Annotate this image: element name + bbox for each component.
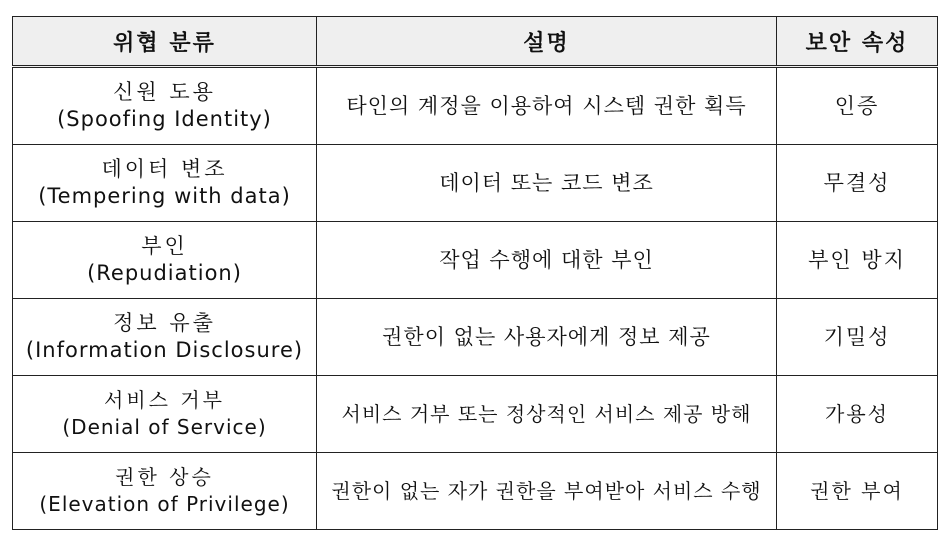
attribute-cell: 권한 부여 bbox=[777, 453, 938, 530]
attribute-cell: 무결성 bbox=[777, 145, 938, 222]
category-english: (Repudiation) bbox=[87, 261, 242, 285]
category-korean: 권한 상승 bbox=[115, 465, 214, 489]
category-english: (Denial of Service) bbox=[62, 415, 267, 439]
threat-classification-table bbox=[12, 16, 938, 530]
category-cell bbox=[13, 67, 317, 145]
table-header-row bbox=[13, 17, 938, 67]
description-cell: 데이터 또는 코드 변조 bbox=[317, 145, 777, 222]
header-description: 설명 bbox=[317, 17, 777, 67]
table-row bbox=[13, 67, 938, 145]
description-cell: 타인의 계정을 이용하여 시스템 권한 획득 bbox=[317, 67, 777, 145]
attribute-cell: 가용성 bbox=[777, 376, 938, 453]
category-english: (Spoofing Identity) bbox=[57, 107, 272, 131]
category-english: (Elevation of Privilege) bbox=[39, 492, 290, 516]
category-english: (Tempering with data) bbox=[38, 184, 291, 208]
category-korean: 신원 도용 bbox=[113, 80, 216, 104]
description-cell: 작업 수행에 대한 부인 bbox=[317, 222, 777, 299]
category-cell bbox=[13, 376, 317, 453]
attribute-cell: 부인 방지 bbox=[777, 222, 938, 299]
attribute-cell: 인증 bbox=[777, 67, 938, 145]
table-row bbox=[13, 299, 938, 376]
category-cell bbox=[13, 453, 317, 530]
table-row bbox=[13, 453, 938, 530]
category-korean: 서비스 거부 bbox=[104, 388, 225, 412]
table-row bbox=[13, 376, 938, 453]
category-korean: 데이터 변조 bbox=[101, 157, 228, 181]
table-row bbox=[13, 145, 938, 222]
category-korean: 정보 유출 bbox=[113, 311, 216, 335]
description-cell: 권한이 없는 자가 권한을 부여받아 서비스 수행 bbox=[317, 453, 777, 530]
category-cell bbox=[13, 222, 317, 299]
table-row bbox=[13, 222, 938, 299]
category-english: (Information Disclosure) bbox=[25, 338, 304, 362]
header-attribute: 보안 속성 bbox=[777, 17, 938, 67]
category-korean: 부인 bbox=[141, 234, 188, 258]
description-cell: 권한이 없는 사용자에게 정보 제공 bbox=[317, 299, 777, 376]
attribute-cell: 기밀성 bbox=[777, 299, 938, 376]
category-cell bbox=[13, 299, 317, 376]
description-cell: 서비스 거부 또는 정상적인 서비스 제공 방해 bbox=[317, 376, 777, 453]
category-cell bbox=[13, 145, 317, 222]
header-category: 위협 분류 bbox=[13, 17, 317, 67]
